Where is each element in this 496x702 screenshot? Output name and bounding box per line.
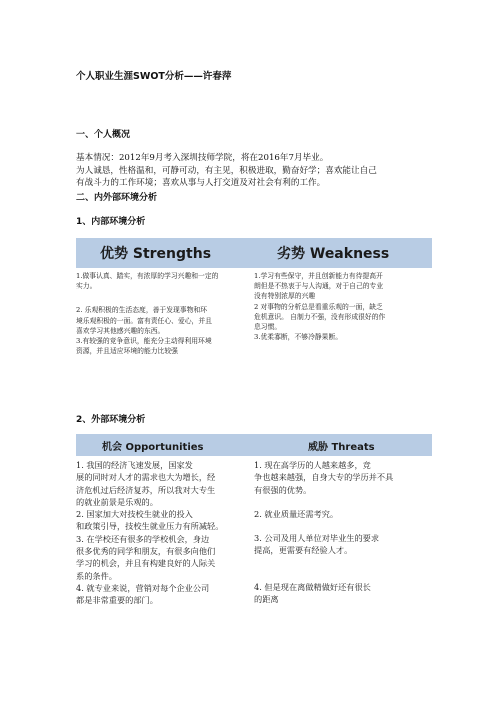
- overview-line-1: 基本情况：2012年9月考入深圳技师学院，将在2016年7月毕业。: [76, 153, 329, 163]
- opportunities-line: 很多优秀的同学和朋友，有很多向他们: [76, 546, 216, 557]
- threats-line: 3. 公司及用人单位对毕业生的要求: [254, 533, 380, 544]
- strengths-line: 3.有较强的竞争意识，能充分主动得利用环境: [76, 337, 212, 346]
- opportunities-line: 都是非常重要的部门。: [76, 595, 158, 606]
- weakness-line: 1.学习有些保守，并且创新能力有待提高开: [254, 272, 383, 280]
- strengths-line: 1.做事认真、踏实，有浓厚的学习兴趣和一定的: [76, 272, 219, 280]
- threats-header: 威胁 Threats: [308, 442, 375, 453]
- strengths-header: 优势 Strengths: [100, 246, 212, 262]
- strengths-line: 喜欢学习其他感兴趣的东西。: [76, 326, 165, 335]
- threats-line: 有很强的优势。: [254, 484, 312, 495]
- overview-line-3: 有战斗力的工作环境；喜欢从事与人打交道及对社会有利的工作。: [76, 178, 326, 188]
- opportunities-cell: [76, 459, 254, 607]
- strengths-line: 2. 乐观积极的生活态度，善于发现事物和环: [76, 306, 207, 315]
- weakness-line: 朗但是不热衷于与人沟通，对于自己的专业: [254, 282, 384, 291]
- weakness-header: 劣势 Weakness: [277, 246, 390, 262]
- opportunities-line: 和政策引导，技校生就业压力有所减轻。: [76, 521, 224, 532]
- strengths-line: 境乐观积极的一面。富有责任心、爱心，并且: [76, 316, 212, 325]
- opportunities-line: 学习的机会，并且有构建良好的人际关: [76, 558, 216, 569]
- weakness-line: 3.优柔寡断，不够冷静果断。: [254, 333, 343, 342]
- weakness-line: 2 对事物的分析总是看重乐观的一面，缺乏: [254, 302, 383, 311]
- section-heading-overview: 一、个人概况: [76, 130, 131, 140]
- opportunities-line: 3. 在学校还有很多的学校机会，身边: [76, 533, 210, 544]
- subheading-internal: 1、内部环境分析: [76, 217, 146, 227]
- weakness-line: 息习惯。: [254, 323, 282, 332]
- strengths-line: 实力。: [76, 282, 97, 291]
- opportunities-line: 展的同时对人才的需求也大为增长，经: [76, 472, 216, 483]
- threats-line: 争也越来越强，自身大专的学历并不具: [254, 472, 394, 483]
- overview-text: [76, 152, 436, 190]
- weakness-line: 没有特别浓厚的兴趣: [254, 292, 316, 301]
- threats-line: 4. 但是现在离做精做好还有很长: [254, 581, 371, 592]
- threats-line: 1. 现在高学历的人越来越多，竞: [254, 460, 371, 470]
- threats-line: 提高，更需要有经验人才。: [254, 545, 353, 556]
- section-heading-environment: 二、内外部环境分析: [76, 193, 158, 203]
- page-title: 个人职业生涯SWOT分析——许春萍: [76, 71, 232, 82]
- strengths-line: 资源，并且适应环境的能力比较强: [76, 347, 178, 356]
- opportunities-line: 4. 就专业来说，营销对每个企业公司: [76, 582, 210, 593]
- opportunities-line: 的就业前景是乐观的。: [76, 496, 158, 507]
- opportunities-line: 2. 国家加大对技校生就业的投入: [76, 509, 193, 520]
- threats-line: 的距离: [254, 594, 279, 605]
- weakness-cell: [254, 271, 434, 342]
- threats-line: 2. 就业质量还需考究。: [254, 508, 339, 519]
- opportunities-header: 机会 Opportunities: [102, 442, 204, 453]
- threats-cell: [254, 459, 434, 605]
- overview-line-2: 为人诚恳，性格温和，可静可动，有主见，积极进取，勤奋好学；喜欢能让自己: [76, 165, 377, 176]
- weakness-line: 危机意识。 自制力不强，没有形成很好的作: [254, 312, 386, 321]
- subheading-external: 2、外部环境分析: [76, 415, 146, 425]
- opportunities-line: 济危机过后经济复苏，所以我对大专生: [76, 484, 216, 495]
- opportunities-line: 1. 我国的经济飞速发展，国家发: [76, 460, 193, 470]
- opportunities-line: 系的条件。: [76, 570, 117, 581]
- strengths-cell: [76, 271, 254, 356]
